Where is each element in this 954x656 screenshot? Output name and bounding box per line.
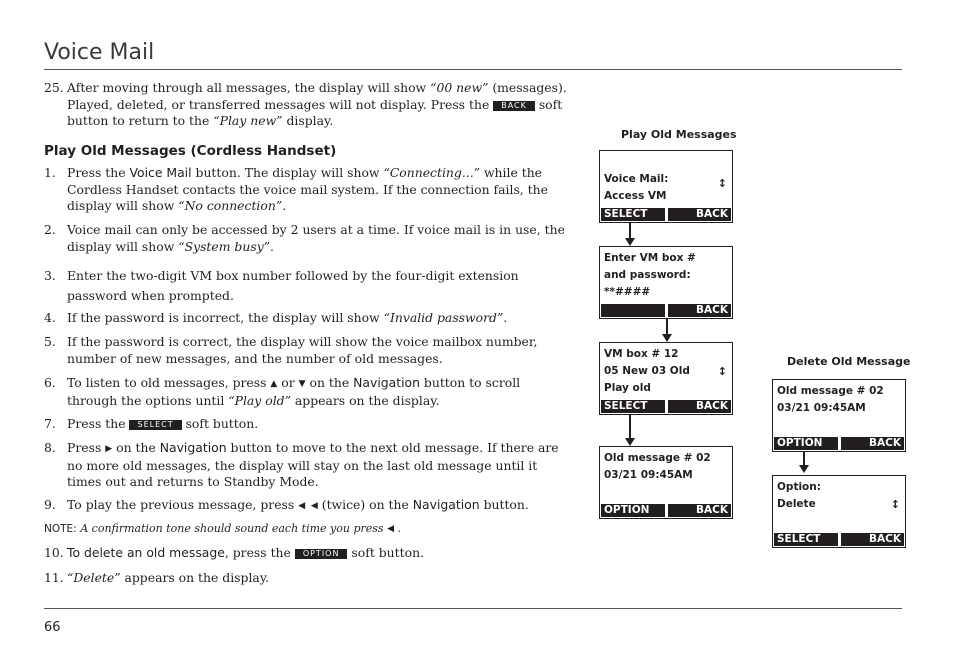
step-3: 3. Enter the two-digit VM box number followed by the four-digit extension password when prompted. (44, 268, 519, 303)
up-down-arrow-icon: ↕ (717, 365, 727, 378)
section-heading: Play Old Messages (Cordless Handset) (44, 143, 337, 159)
lcd-screen-enter-password: Enter VM box # and password: **#### BACK (599, 246, 733, 319)
step-5: 5. If the password is correct, the display will show the voice mailbox number, number of new messages, and the number of old messages. (44, 334, 538, 366)
step-25: 25. After moving through all messages, the display will show “00 new” (messages). Played, deleted, or transferred messages will not display. Press the BACK soft button to return to the “Play new” display. (44, 80, 567, 128)
caption-play-old: Play Old Messages (621, 128, 737, 141)
lcd-screen-vm-box: VM box # 12 05 New 03 Old Play old ↕ SELECT BACK (599, 342, 733, 415)
select-softkey-icon: SELECT (129, 420, 181, 430)
up-down-arrow-icon: ↕ (890, 498, 900, 511)
bottom-divider (44, 608, 902, 609)
right-arrow-icon: ▶ (105, 444, 113, 454)
step-9: 9. To play the previous message, press ◀ ◀ (twice) on the Navigation button. (44, 497, 529, 512)
up-down-arrow-icon: ↕ (717, 177, 727, 190)
page-number: 66 (44, 620, 61, 635)
caption-delete-old: Delete Old Message (787, 355, 911, 368)
down-arrow-icon: ▼ (298, 379, 306, 389)
page-title: Voice Mail (44, 40, 155, 65)
left-arrow-icon: ◀ ◀ (298, 501, 318, 511)
option-softkey-icon: OPTION (295, 549, 348, 559)
note: NOTE: A confirmation tone should sound each time you press ◀ . (44, 522, 401, 535)
left-arrow-icon: ◀ (387, 524, 394, 534)
step-1: 1. Press the Voice Mail button. The display will show “Connecting...” while the Cordless Handset contacts the voice mail system. If the connection fails, the display will show “No connection”. (44, 165, 548, 213)
step-4: 4. If the password is incorrect, the display will show “Invalid password”. (44, 310, 508, 325)
step-6: 6. To listen to old messages, press ▲ or ▼ on the Navigation button to scroll through the options until “Play old” appears on the display. (44, 375, 521, 408)
lcd-screen-old-message: Old message # 02 03/21 09:45AM OPTION BACK (599, 446, 733, 519)
lcd-screen-option-delete: Option: Delete ↕ SELECT BACK (772, 475, 906, 548)
back-softkey-icon: BACK (493, 101, 535, 111)
step-8: 8. Press ▶ on the Navigation button to move to the next old message. If there are no more old messages, the display will stay on the last old message until it times out and returns to Standby Mode. (44, 440, 559, 489)
top-divider (44, 69, 902, 70)
step-2: 2. Voice mail can only be accessed by 2 users at a time. If voice mail is in use, the display will show “System busy”. (44, 222, 565, 254)
lcd-screen-voice-mail: Voice Mail: Access VM ↕ SELECT BACK (599, 150, 733, 223)
step-11: 11. “Delete” appears on the display. (44, 570, 270, 585)
lcd-screen-old-message-delete: Old message # 02 03/21 09:45AM OPTION BACK (772, 379, 906, 452)
up-arrow-icon: ▲ (270, 379, 278, 389)
step-10: 10. To delete an old message, press the OPTION soft button. (44, 545, 424, 560)
step-7: 7. Press the SELECT soft button. (44, 416, 259, 431)
